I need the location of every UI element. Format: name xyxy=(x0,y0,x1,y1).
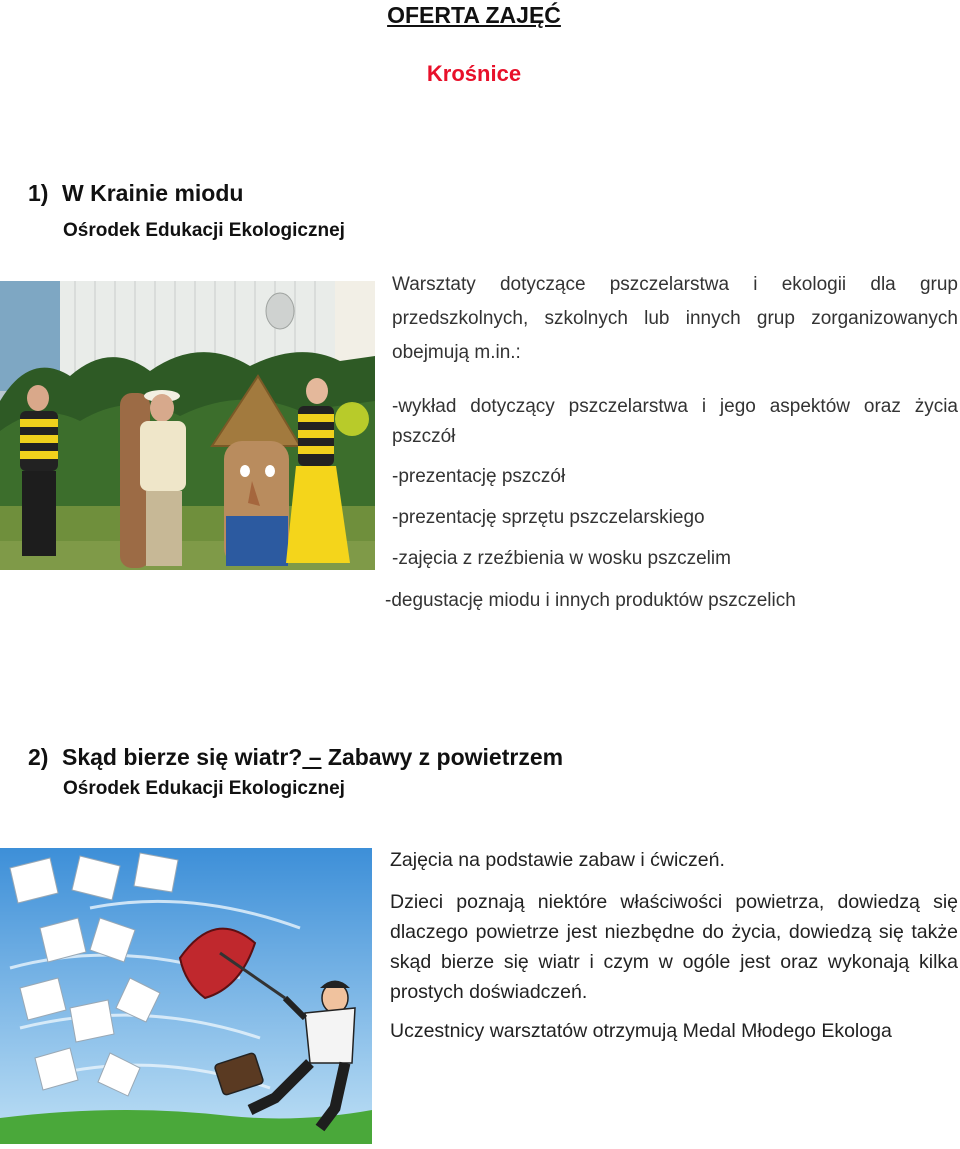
section-2-paragraph: Zajęcia na podstawie zabaw i ćwiczeń. xyxy=(390,849,725,871)
section-2-title-rest: Zabawy z powietrzem xyxy=(321,744,564,770)
section-2-title: Skąd bierze się wiatr? xyxy=(62,744,303,770)
section-2-number: 2) xyxy=(28,744,49,770)
section-1-intro: Warsztaty dotyczące pszczelarstwa i ekologii dla grup przedszkolnych, szkolnych lub innych grup zorganizowanych obejmują m.in.: xyxy=(392,274,958,363)
section-1-item: -prezentację sprzętu pszczelarskiego xyxy=(392,507,705,528)
section-2-paragraph: Uczestnicy warsztatów otrzymują Medal Młodego Ekologa xyxy=(390,1020,892,1042)
section-2-organizer: Ośrodek Edukacji Ekologicznej xyxy=(63,778,345,799)
wind-cartoon xyxy=(0,848,372,1144)
section-1-item: -wykład dotyczący pszczelarstwa i jego aspektów oraz życia pszczół xyxy=(392,396,958,447)
section-1-number: 1) xyxy=(28,180,49,206)
section-1-title: W Krainie miodu xyxy=(62,180,244,206)
beekeeping-photo xyxy=(0,281,375,570)
location-heading: Krośnice xyxy=(426,61,522,86)
section-2-heading xyxy=(28,744,563,771)
section-1-heading xyxy=(28,180,243,207)
section-2-dash: – xyxy=(302,744,322,770)
section-2-paragraph: Dzieci poznają niektóre właściwości powietrza, dowiedzą się dlaczego powietrze jest niezbędne do życia, dowiedzą się także skąd bierze się wiatr i czym w ogóle jest oraz wykonają kilka prostych doświadczeń. xyxy=(390,891,958,1003)
page-title: OFERTA ZAJĘĆ xyxy=(387,2,561,28)
section-1-item: -degustację miodu i innych produktów pszczelich xyxy=(385,590,796,611)
section-1-item: -zajęcia z rzeźbienia w wosku pszczelim xyxy=(392,548,731,569)
section-1-organizer: Ośrodek Edukacji Ekologicznej xyxy=(63,220,345,241)
section-1-item: -prezentację pszczół xyxy=(392,466,566,487)
